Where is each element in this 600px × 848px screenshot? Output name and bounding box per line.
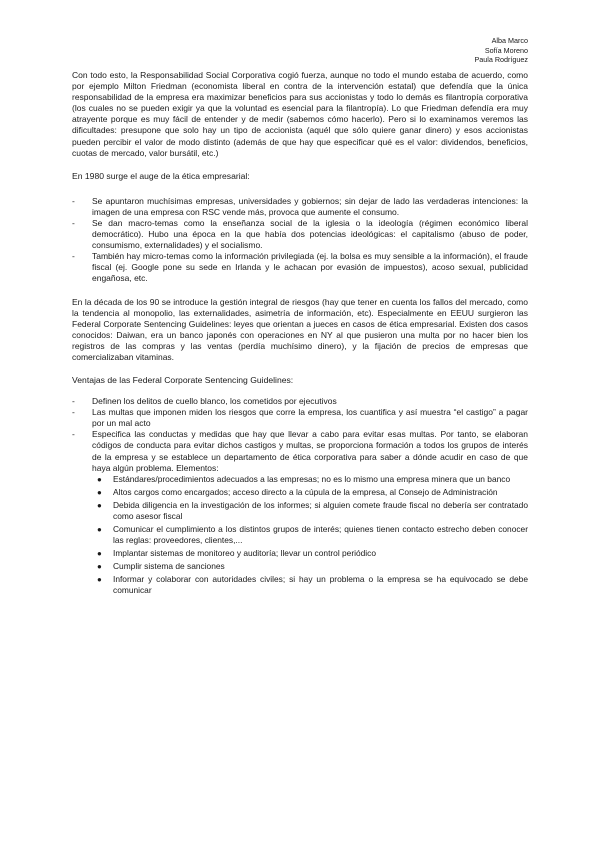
bullet-item <box>92 487 528 498</box>
dash-marker: - <box>72 217 75 228</box>
author-name: Paula Rodríguez <box>474 55 528 65</box>
bullet-item <box>92 524 528 546</box>
bullet-icon: ● <box>97 548 102 558</box>
list-item <box>72 251 528 284</box>
bullet-item-text: Debida diligencia en la investigación de los informes; si alguien comete fraude fiscal no debería ser contratado como asesor fiscal <box>113 499 528 521</box>
list-ventajas <box>72 396 528 596</box>
paragraph-friedman: Con todo esto, la Responsabilidad Social Corporativa cogió fuerza, aunque no todo el mundo estaba de acuerdo, como por ejemplo Milton Friedman (economista liberal en contra de la intervención estatal) que defendía que la única responsabilidad de la empresa era maximizar beneficios para sus accionistas y todo lo demás es filantropía corporativa (los cuales no se pueden exigir ya que la voluntad es esencial para la filantropía). Lo que Friedman defendía era muy atrayente porque es muy fácil de entender y de medir (sabemos cómo hacerlo). Pero si lo examinamos veremos las dificultades: presupone que solo hay un tipo de accionista (aquél que sólo quiere ganar dinero) y esos accionistas pueden percibir el valor de modo distinto (además de que hay que especificar qué es el valor: dividendos, beneficios, cuotas de mercado, valor bursátil, etc.) <box>72 70 528 158</box>
list-item-text: Especifica las conductas y medidas que hay que llevar a cabo para evitar esas multas. Por tanto, se elaboran códigos de conducta para evitar dichos castigos y multas, se proporciona formación a todos los grupos de interés de la empresa y se establece un departamento de ética corporativa para saber a dónde acudir en caso de que haya algún problema. Elementos: <box>92 429 528 473</box>
list-item-text: También hay micro-temas como la información privilegiada (ej. la bolsa es muy sensible a la información), el fraude fiscal (ej. Google pone su sede en Irlanda y le achacan por evasión de impuestos), acoso sexual, publicidad engañosa, etc. <box>92 251 528 284</box>
list-item-text: Definen los delitos de cuello blanco, los cometidos por ejecutivos <box>92 396 337 407</box>
paragraph-90s: En la década de los 90 se introduce la gestión integral de riesgos (hay que tener en cuenta los fallos del mercado, como la tendencia al monopolio, las externalidades, asimetría de información, etc). Especialmente en EEUU surgieron las Federal Corporate Sentencing Guidelines: leyes que orientan a jueces en casos de ética empresarial. Existen dos casos conocidos: Daiwan, era un banco japonés con operaciones en NY al que pusieron una multa por no hacer bien los registros de las compras y las ventas (perdía muchísimo dinero), y la fijación de precios de empresas que comercializaban vitaminas. <box>72 296 528 362</box>
bullet-item-text: Comunicar el cumplimiento a los distintos grupos de interés; quienes tienen contacto estrecho deben conocer las reglas: proveedores, clientes,... <box>113 523 528 545</box>
list-item-text: Se dan macro-temas como la enseñanza social de la iglesia o la ideología (régimen económico liberal democrático). Hubo una época en la que había dos potencias ideológicas: el capitalismo (abuso de poder, consumismo, externalidades) y el socialismo. <box>92 217 528 251</box>
dash-marker: - <box>72 407 75 418</box>
bullet-icon: ● <box>97 500 102 510</box>
list-item <box>72 396 528 407</box>
list-item <box>72 429 528 595</box>
heading-1980: En 1980 surge el auge de la ética empresarial: <box>72 170 250 181</box>
bullet-item <box>92 548 528 559</box>
author-list <box>474 36 528 65</box>
list-item-text: Se apuntaron muchísimas empresas, universidades y gobiernos; sin dejar de lado las verdaderas intenciones: la imagen de una empresa con RSC vende más, provoca que aumente el consumo. <box>92 195 528 217</box>
bullet-item <box>92 574 528 596</box>
bullet-icon: ● <box>97 561 102 571</box>
list-item-text: Las multas que imponen miden los riesgos que corre la empresa, los cuantifica y así muestra “el castigo” a pagar por un mal acto <box>92 407 528 429</box>
author-name: Sofía Moreno <box>484 45 528 55</box>
heading-ventajas: Ventajas de las Federal Corporate Sentencing Guidelines: <box>72 375 294 386</box>
list-item <box>72 218 528 251</box>
dash-marker: - <box>72 251 75 262</box>
bullet-item <box>92 474 528 485</box>
bullet-item <box>92 500 528 522</box>
bullet-item-text: Implantar sistemas de monitoreo y auditoría; llevar un control periódico <box>113 547 377 558</box>
bullet-icon: ● <box>97 487 102 497</box>
bullet-item-text: Cumplir sistema de sanciones <box>113 560 225 571</box>
list-1980 <box>72 196 528 285</box>
dash-marker: - <box>72 429 75 440</box>
elements-list <box>92 474 528 596</box>
author-name: Alba Marco <box>491 36 528 45</box>
bullet-item-text: Informar y colaborar con autoridades civiles; si hay un problema o la empresa se ha equivocado se debe comunicar <box>113 573 528 595</box>
document-body <box>72 70 528 596</box>
bullet-icon: ● <box>97 474 102 484</box>
bullet-icon: ● <box>97 524 102 534</box>
bullet-item-text: Altos cargos como encargados; acceso directo a la cúpula de la empresa, al Consejo de Administración <box>113 486 498 497</box>
bullet-item <box>92 561 528 572</box>
dash-marker: - <box>72 195 75 206</box>
list-item <box>72 196 528 218</box>
bullet-item-text: Estándares/procedimientos adecuados a las empresas; no es lo mismo una empresa minera que un banco <box>113 473 511 484</box>
list-item <box>72 407 528 429</box>
dash-marker: - <box>72 396 75 407</box>
bullet-icon: ● <box>97 574 102 584</box>
